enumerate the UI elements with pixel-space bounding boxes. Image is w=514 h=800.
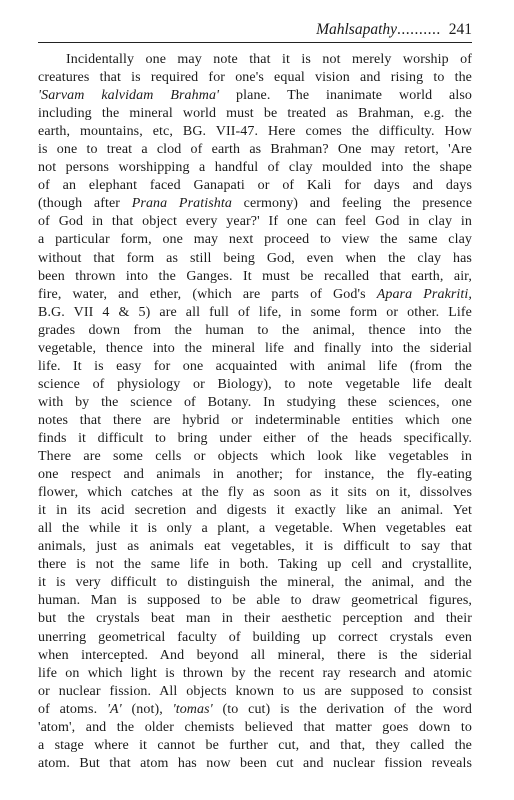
text-line: [38, 629, 472, 647]
text-line: [38, 484, 472, 502]
text-line: [38, 574, 472, 592]
text-run: without that form as still being God, even when the clay has: [38, 250, 472, 266]
text-line: [38, 412, 472, 430]
text-run: one respect and animals in another; for instance, the fly-eating: [38, 467, 472, 483]
text-run: (to cut) is the derivation of the word: [212, 701, 473, 717]
text-run: unerring geometrical faculty of building up correct crystals even: [38, 629, 472, 645]
text-line: [38, 737, 472, 755]
italic-term: 'Sarvam kalvidam Brahma': [38, 88, 220, 104]
text-line: [38, 538, 472, 556]
text-run: life on which light is thrown by the recent ray research and atomic: [38, 665, 472, 681]
text-run: life. It is easy for one acquainted with animal life (from the: [38, 358, 472, 374]
text-line: [38, 250, 472, 268]
text-run: plane. The inanimate world also: [219, 88, 472, 104]
text-line: [38, 683, 472, 701]
body-text: [38, 51, 472, 773]
text-line: [38, 610, 472, 628]
page-number: 241: [448, 21, 472, 38]
text-line: [38, 719, 472, 737]
text-line: [38, 448, 472, 466]
italic-term: 'A': [106, 701, 122, 717]
text-line: [38, 286, 472, 304]
text-line: [38, 556, 472, 574]
text-line: [38, 123, 472, 141]
text-run: not persons worshipping a handful of clay moulded into the shape: [38, 160, 472, 176]
text-line: [38, 213, 472, 231]
text-run: of atoms.: [38, 701, 107, 717]
text-run: creatures that is required for one's equal vision and rising to the: [38, 70, 472, 86]
running-head-title: Mahlsapathy: [316, 21, 397, 38]
text-line: [38, 701, 472, 719]
text-line: [38, 394, 472, 412]
text-line: [38, 592, 472, 610]
text-line: [38, 502, 472, 520]
text-line: [38, 141, 472, 159]
running-head: [38, 20, 472, 43]
text-line: [38, 87, 472, 105]
text-line: [38, 430, 472, 448]
text-line: [38, 159, 472, 177]
text-run: (though after: [38, 196, 132, 212]
text-run: or nuclear fission. All objects known to us are supposed to consist: [38, 683, 472, 699]
italic-term: Apara Prakriti,: [376, 286, 472, 302]
italic-term: 'tomas': [172, 701, 213, 717]
text-run: it in its acid secretion and digests it exactly like an animal. Yet: [38, 503, 472, 519]
text-run: finds it difficult to bring under either of the heads specifically.: [38, 430, 472, 446]
text-line: [38, 358, 472, 376]
text-run: a particular form, one may next proceed to view the same clay: [38, 232, 472, 248]
text-line: [38, 755, 472, 773]
text-line: [38, 177, 472, 195]
text-run: there is not the same life in both. Taking up cell and crystallite,: [38, 557, 472, 573]
text-run: is one to treat a clod of earth as Brahman? One may retort, 'Are: [38, 142, 472, 158]
text-run: fire, water, and ether, (which are parts of God's: [38, 286, 377, 302]
text-run: Incidentally one may note that it is not merely worship of: [66, 52, 472, 67]
text-run: earth, mountains, etc, BG. VII-47. Here comes the difficulty. How: [38, 124, 472, 140]
text-run: all the while it is only a plant, a vegetable. When vegetables eat: [38, 521, 472, 537]
text-line: [38, 51, 472, 69]
running-head-dots: ..........: [397, 21, 441, 38]
text-run: science of physiology or Biology), to note vegetable life dealt: [38, 376, 472, 392]
text-run: including the mineral world must be treated as Brahman, e.g. the: [38, 106, 472, 122]
text-run: grades down from the human to the animal, thence into the: [38, 322, 472, 338]
text-line: [38, 69, 472, 87]
text-run: of an elephant faced Ganapati or of Kali for days and days: [38, 178, 472, 194]
text-run: been thrown into the Ganges. It must be recalled that earth, air,: [38, 268, 472, 284]
text-line: [38, 340, 472, 358]
text-run: of God in that object every year?' If one can feel God in clay in: [38, 214, 472, 230]
text-run: but the crystals beat man in their aesthetic perception and their: [38, 611, 472, 627]
text-line: [38, 322, 472, 340]
text-run: cermony) and feeling the presence: [231, 196, 473, 212]
text-run: B.G. VII 4 & 5) are all full of life, in some form or other. Life: [38, 304, 472, 320]
text-line: [38, 195, 472, 213]
text-run: flower, which catches at the fly as soon as it sits on it, dissolves: [38, 485, 472, 501]
text-run: There are some cells or objects which look like vegetables in: [38, 449, 472, 465]
text-run: human. Man is supposed to be able to draw geometrical figures,: [38, 593, 472, 609]
text-line: [38, 268, 472, 286]
text-line: [38, 647, 472, 665]
text-run: when intercepted. And beyond all mineral, there is the siderial: [38, 647, 472, 663]
text-run: atom. But that atom has now been cut and nuclear fission reveals: [38, 755, 472, 771]
text-run: 'atom', and the older chemists believed that matter goes down to: [38, 719, 472, 735]
text-line: [38, 105, 472, 123]
italic-term: Prana Pratishta: [131, 196, 232, 212]
text-run: with by the science of Botany. In studying these sciences, one: [38, 394, 472, 410]
text-run: a stage where it cannot be further cut, and that, they called the: [38, 737, 472, 753]
text-run: it is very difficult to distinguish the mineral, the animal, and the: [38, 575, 472, 591]
text-line: [38, 304, 472, 322]
text-run: (not),: [121, 701, 173, 717]
text-run: notes that there are hybrid or indeterminable entities which one: [38, 412, 472, 428]
text-run: vegetable, thence into the mineral life and finally into the siderial: [38, 340, 472, 356]
text-line: [38, 665, 472, 683]
text-line: [38, 376, 472, 394]
paragraph: [38, 51, 472, 773]
text-run: animals, just as animals eat vegetables, it is difficult to say that: [38, 539, 472, 555]
text-line: [38, 520, 472, 538]
text-line: [38, 231, 472, 249]
text-line: [38, 466, 472, 484]
